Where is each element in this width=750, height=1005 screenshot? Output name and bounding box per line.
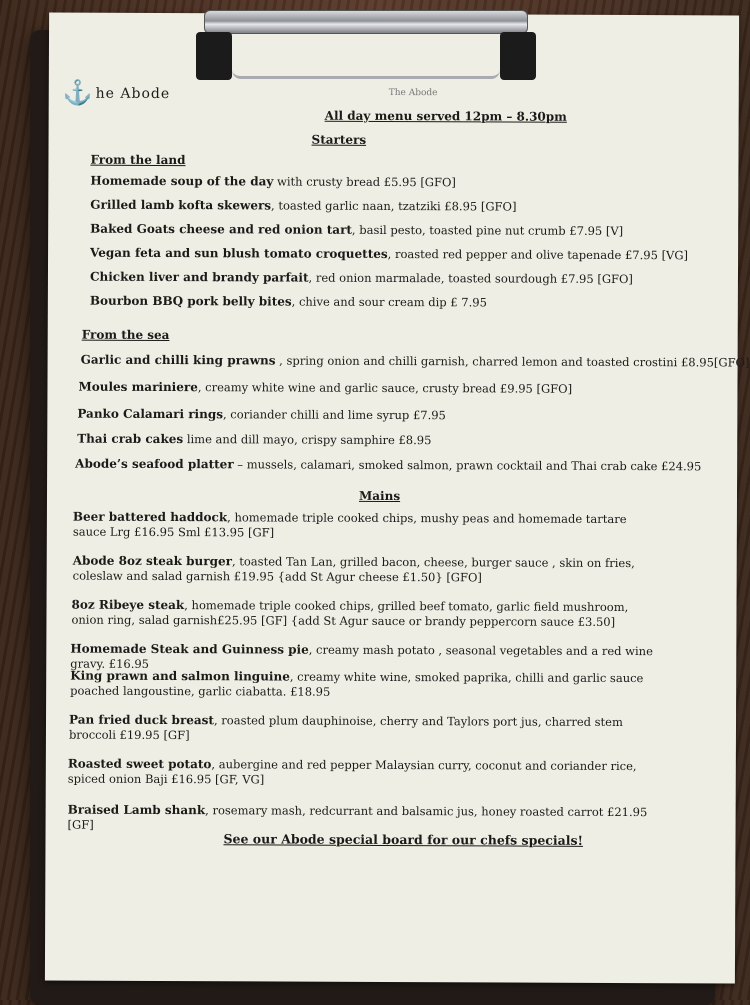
list-item: Abode 8oz steak burger, toasted Tan Lan, grilled bacon, cheese, burger sauce , skin on fries, coleslaw and salad garnish £19.95 {add St Agur cheese £1.50} [GFO] — [72, 553, 635, 585]
list-item: Abode’s seafood platter – mussels, calamari, smoked salmon, prawn cocktail and Thai crab cake £24.95 — [75, 456, 702, 474]
clipboard-clip — [196, 10, 536, 80]
list-item: Baked Goats cheese and red onion tart, basil pesto, toasted pine nut crumb £7.95 [V] — [90, 221, 624, 239]
list-item: Braised Lamb shank, rosemary mash, redcurrant and balsamic jus, honey roasted carrot £21.95 [GF] — [67, 802, 648, 832]
menu-sheet — [45, 12, 750, 983]
list-item: King prawn and salmon linguine, creamy white wine, smoked paprika, chilli and garlic sauce poached langoustine, garlic ciabatta. £18.95 — [70, 668, 644, 699]
list-item: Homemade Steak and Guinness pie, creamy mash potato , seasonal vegetables and a red wine gravy. £16.95 — [70, 641, 653, 671]
tagline: The Abode — [388, 87, 438, 99]
served-hours: All day menu served 12pm – 8.30pm — [324, 108, 567, 124]
list-item: Pan fried duck breast, roasted plum dauphinoise, cherry and Taylors port jus, charred stem broccoli £19.95 [GF] — [68, 712, 623, 743]
list-item: Moules mariniere, creamy white wine and garlic sauce, crusty bread £9.95 [GFO] — [78, 379, 573, 396]
list-item: Panko Calamari rings, coriander chilli and lime syrup £7.95 — [77, 406, 446, 423]
clip-bar — [204, 10, 528, 34]
list-item: Vegan feta and sun blush tomato croquettes, roasted red pepper and olive tapenade £7.95 [VG] — [90, 245, 689, 263]
list-item: Homemade soup of the day with crusty bread £5.95 [GFO] — [90, 173, 456, 190]
starters-title: Starters — [311, 132, 367, 147]
from-the-land-title: From the land — [90, 152, 186, 168]
from-the-sea-title: From the sea — [81, 327, 170, 343]
list-item: Grilled lamb kofta skewers, toasted garlic naan, tzatziki £8.95 [GFO] — [90, 197, 517, 214]
specials-note: See our Abode special board for our chefs specials! — [223, 831, 584, 848]
clip-wire — [232, 70, 500, 79]
mains-title: Mains — [358, 488, 401, 504]
list-item: Garlic and chilli king prawns , spring onion and chilli garnish, charred lemon and toasted crostini £8.95[GFO] — [80, 352, 750, 370]
list-item: Chicken liver and brandy parfait, red onion marmalade, toasted sourdough £7.95 [GFO] — [89, 269, 633, 287]
brand-logo — [62, 78, 171, 107]
clip-arm-right — [500, 32, 536, 80]
anchor-icon: ⚓ — [62, 78, 94, 107]
list-item: Beer battered haddock, homemade triple cooked chips, mushy peas and homemade tartare sauce Lrg £16.95 Sml £13.95 [GF] — [72, 509, 627, 540]
list-item: Bourbon BBQ pork belly bites, chive and sour cream dip £ 7.95 — [89, 293, 487, 310]
list-item: Thai crab cakes lime and dill mayo, crispy samphire £8.95 — [77, 431, 432, 448]
list-item: Roasted sweet potato, aubergine and red pepper Malaysian curry, coconut and coriander rice, spiced onion Baji £16.95 [GF, VG] — [67, 756, 637, 787]
brand-name: he Abode — [95, 85, 171, 102]
list-item: 8oz Ribeye steak, homemade triple cooked chips, grilled beef tomato, garlic field mushroom, onion ring, salad garnish£25.95 [GF] {add St Agur sauce or brandy peppercorn sauce £3.50] — [71, 597, 629, 629]
clip-arm-left — [196, 32, 232, 80]
